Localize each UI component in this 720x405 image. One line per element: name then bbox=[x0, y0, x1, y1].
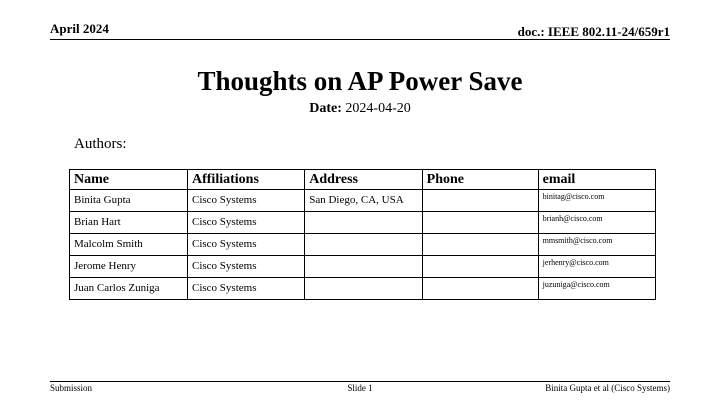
cell-name: Juan Carlos Zuniga bbox=[70, 278, 188, 300]
cell-email: binitag@cisco.com bbox=[538, 190, 655, 212]
header-divider bbox=[50, 39, 670, 40]
cell-name: Jerome Henry bbox=[70, 256, 188, 278]
cell-email: juzuniga@cisco.com bbox=[538, 278, 655, 300]
cell-phone bbox=[422, 256, 538, 278]
cell-name: Malcolm Smith bbox=[70, 234, 188, 256]
authors-label: Authors: bbox=[74, 136, 127, 152]
header-doc-id: doc.: IEEE 802.11-24/659r1 bbox=[517, 24, 670, 39]
cell-address bbox=[305, 212, 422, 234]
header-phone: Phone bbox=[422, 170, 538, 190]
footer-authors: Binita Gupta et al (Cisco Systems) bbox=[545, 383, 670, 393]
date-value: 2024-04-20 bbox=[345, 101, 411, 116]
table-row bbox=[70, 212, 656, 234]
cell-address bbox=[305, 278, 422, 300]
cell-email: mmsmith@cisco.com bbox=[538, 234, 655, 256]
date-label: Date: bbox=[309, 101, 342, 116]
date-line bbox=[0, 101, 720, 117]
header-date: April 2024 bbox=[50, 21, 109, 36]
cell-name: Brian Hart bbox=[70, 212, 188, 234]
cell-name: Binita Gupta bbox=[70, 190, 188, 212]
cell-phone bbox=[422, 190, 538, 212]
header-affiliations: Affiliations bbox=[188, 170, 305, 190]
cell-email: jerhenry@cisco.com bbox=[538, 256, 655, 278]
cell-affiliation: Cisco Systems bbox=[188, 190, 305, 212]
cell-phone bbox=[422, 212, 538, 234]
cell-email: brianh@cisco.com bbox=[538, 212, 655, 234]
footer-divider bbox=[50, 381, 670, 382]
cell-affiliation: Cisco Systems bbox=[188, 234, 305, 256]
cell-affiliation: Cisco Systems bbox=[188, 278, 305, 300]
slide-title: Thoughts on AP Power Save bbox=[197, 66, 523, 96]
cell-phone bbox=[422, 234, 538, 256]
header-email: email bbox=[538, 170, 655, 190]
cell-affiliation: Cisco Systems bbox=[188, 256, 305, 278]
cell-address: San Diego, CA, USA bbox=[305, 190, 422, 212]
header-address: Address bbox=[305, 170, 422, 190]
table-row bbox=[70, 190, 656, 212]
table-row bbox=[70, 234, 656, 256]
table-row bbox=[70, 256, 656, 278]
cell-address bbox=[305, 256, 422, 278]
table-row bbox=[70, 278, 656, 300]
footer-slide-number: Slide 1 bbox=[347, 383, 373, 393]
cell-phone bbox=[422, 278, 538, 300]
footer-submission: Submission bbox=[50, 383, 93, 393]
cell-address bbox=[305, 234, 422, 256]
authors-table bbox=[69, 169, 656, 300]
table-header-row bbox=[70, 170, 656, 190]
cell-affiliation: Cisco Systems bbox=[188, 212, 305, 234]
header-name: Name bbox=[70, 170, 188, 190]
